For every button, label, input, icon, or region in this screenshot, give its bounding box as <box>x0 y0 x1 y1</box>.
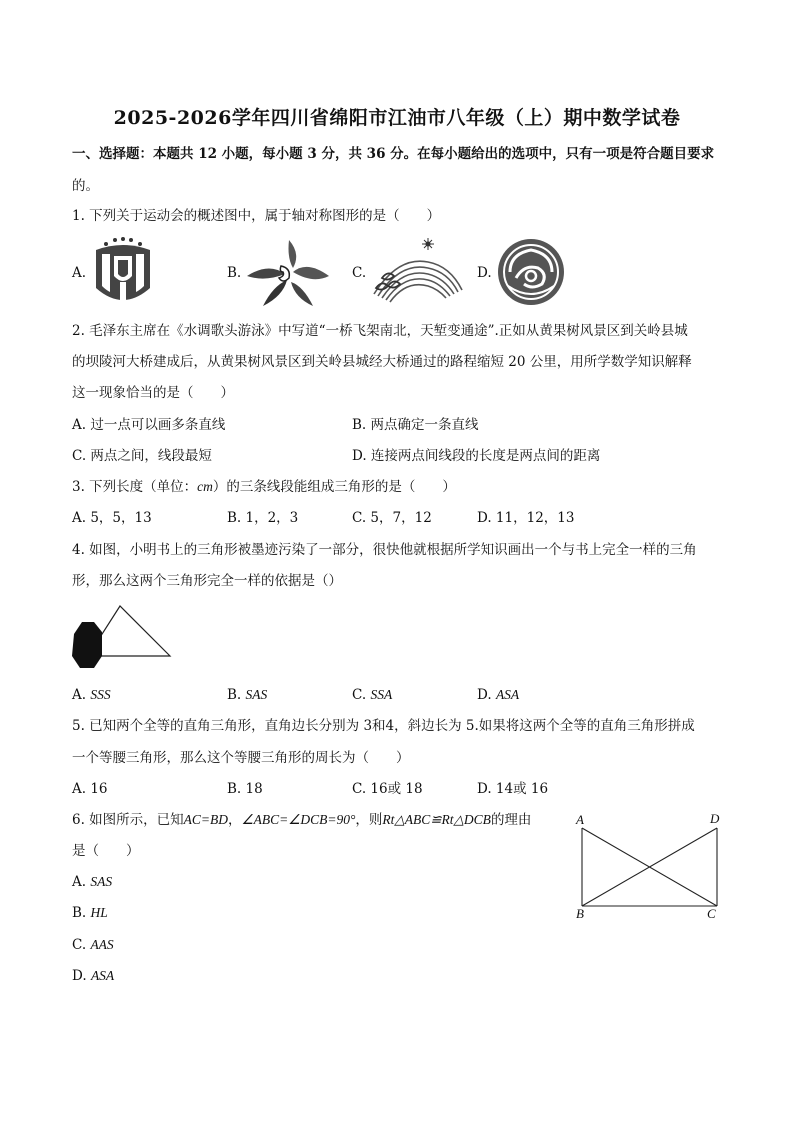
q3-option-d: D. 11，12，13 <box>477 510 575 526</box>
q6-option-a-letter: A. <box>72 874 91 890</box>
q4-option-a-letter: A. <box>72 687 91 703</box>
q4-option-a <box>72 686 111 704</box>
q6-option-d <box>72 967 114 985</box>
q6-stem-c: 的理由 <box>490 812 532 828</box>
q6-stem-a: 6. 如图所示，已知 <box>72 812 184 828</box>
q6-condition-2: ∠ABC=∠DCB=90° <box>241 812 356 827</box>
question-4-stem-line1: 4. 如图，小明书上的三角形被墨迹污染了一部分，很快他就根据所学知识画出一个与书上完全一样的三角 <box>72 542 697 558</box>
question-6-stem-line2: 是（ ） <box>72 843 140 859</box>
q3-option-c: C. 5，7，12 <box>352 510 432 526</box>
q4-option-b-text: SAS <box>245 687 268 702</box>
q6-point-c-label: C <box>707 906 716 921</box>
q6-point-a-label: A <box>576 812 584 827</box>
q6-point-b-label: B <box>576 906 584 921</box>
q6-option-b <box>72 904 108 922</box>
q1-option-b-emblem-image <box>243 236 333 308</box>
q4-option-d-text: ASA <box>495 687 520 702</box>
question-5-stem-line1: 5. 已知两个全等的直角三角形，直角边长分别为 3和4，斜边长为 5.如果将这两个全等的直角三角形拼成 <box>72 718 695 734</box>
q6-option-a <box>72 873 112 891</box>
q2-option-d: D. 连接两点间线段的长度是两点间的距离 <box>352 448 601 464</box>
section-instructions-line1: 一、选择题：本题共 12 小题，每小题 3 分，共 36 分。在每小题给出的选项中，只有一项是符合题目要求 <box>72 146 715 162</box>
page-title: 2025-2026学年四川省绵阳市江油市八年级（上）期中数学试卷 <box>113 107 681 129</box>
q1-option-d-emblem-image <box>494 236 568 308</box>
q4-option-c-letter: C. <box>352 687 371 703</box>
q1-option-c-emblem-image <box>368 236 464 308</box>
q1-option-d-label: D. <box>477 265 492 281</box>
q5-option-a: A. 16 <box>72 781 108 797</box>
q3-unit: cm <box>197 479 213 494</box>
question-5-stem-line2: 一个等腰三角形，那么这个等腰三角形的周长为（ ） <box>72 750 410 766</box>
question-4-stem-line2: 形，那么这两个三角形完全一样的依据是（） <box>72 573 342 589</box>
q1-option-c-label: C. <box>352 265 367 281</box>
question-1-stem: 1. 下列关于运动会的概述图中，属于轴对称图形的是（ ） <box>72 208 441 224</box>
q2-option-b: B. 两点确定一条直线 <box>352 417 479 433</box>
q4-option-c-text: SSA <box>370 687 393 702</box>
question-2-stem-line2: 的坝陵河大桥建成后，从黄果树风景区到关岭县城经大桥通过的路程缩短 20 公里，用所学数学知识解释 <box>72 354 692 370</box>
q6-option-c <box>72 936 114 954</box>
q3-option-b: B. 1，2，3 <box>227 510 299 526</box>
q6-conclusion: Rt△ABC≌Rt△DCB <box>382 812 491 827</box>
question-3-stem <box>72 478 456 496</box>
q4-option-a-text: SSS <box>90 687 111 702</box>
q6-rectangle-diagonals-figure <box>580 826 720 908</box>
question-2-stem-line3: 这一现象恰当的是（ ） <box>72 385 234 401</box>
q6-condition-1: AC=BD <box>183 812 229 827</box>
q6-stem-b: ，则 <box>355 812 383 828</box>
q6-option-a-text: SAS <box>90 874 113 889</box>
q6-option-b-text: HL <box>90 905 108 920</box>
q6-point-d-label: D <box>710 811 720 826</box>
q3-stem-pre: 3. 下列长度（单位： <box>72 479 198 495</box>
q2-option-c: C. 两点之间，线段最短 <box>72 448 212 464</box>
q4-option-d-letter: D. <box>477 687 496 703</box>
q2-option-a: A. 过一点可以画多条直线 <box>72 417 226 433</box>
q6-option-d-text: ASA <box>90 968 115 983</box>
section-instructions-line2: 的。 <box>72 178 99 194</box>
q4-ink-stained-triangle-figure <box>70 602 176 674</box>
q5-option-b: B. 18 <box>227 781 263 797</box>
question-6-stem-line1 <box>72 811 531 829</box>
q4-option-c <box>352 686 392 704</box>
q4-option-d <box>477 686 519 704</box>
q3-stem-post: ）的三条线段能组成三角形的是（ ） <box>212 479 456 495</box>
q6-separator: ， <box>228 812 242 828</box>
q1-option-a-emblem-image <box>88 236 158 308</box>
q6-option-c-letter: C. <box>72 937 91 953</box>
q3-option-a: A. 5，5，13 <box>72 510 152 526</box>
q6-option-b-letter: B. <box>72 905 91 921</box>
q6-option-d-letter: D. <box>72 968 91 984</box>
q4-option-b <box>227 686 267 704</box>
question-2-stem-line1: 2. 毛泽东主席在《水调歌头游泳》中写道“一桥飞架南北，天堑变通途”.正如从黄果树风景区到关岭县城 <box>72 323 688 339</box>
q5-option-d: D. 14或 16 <box>477 781 549 797</box>
q4-option-b-letter: B. <box>227 687 246 703</box>
q1-option-b-label: B. <box>227 265 242 281</box>
q1-option-a-label: A. <box>72 265 87 281</box>
q5-option-c: C. 16或 18 <box>352 781 423 797</box>
q6-option-c-text: AAS <box>90 937 114 952</box>
